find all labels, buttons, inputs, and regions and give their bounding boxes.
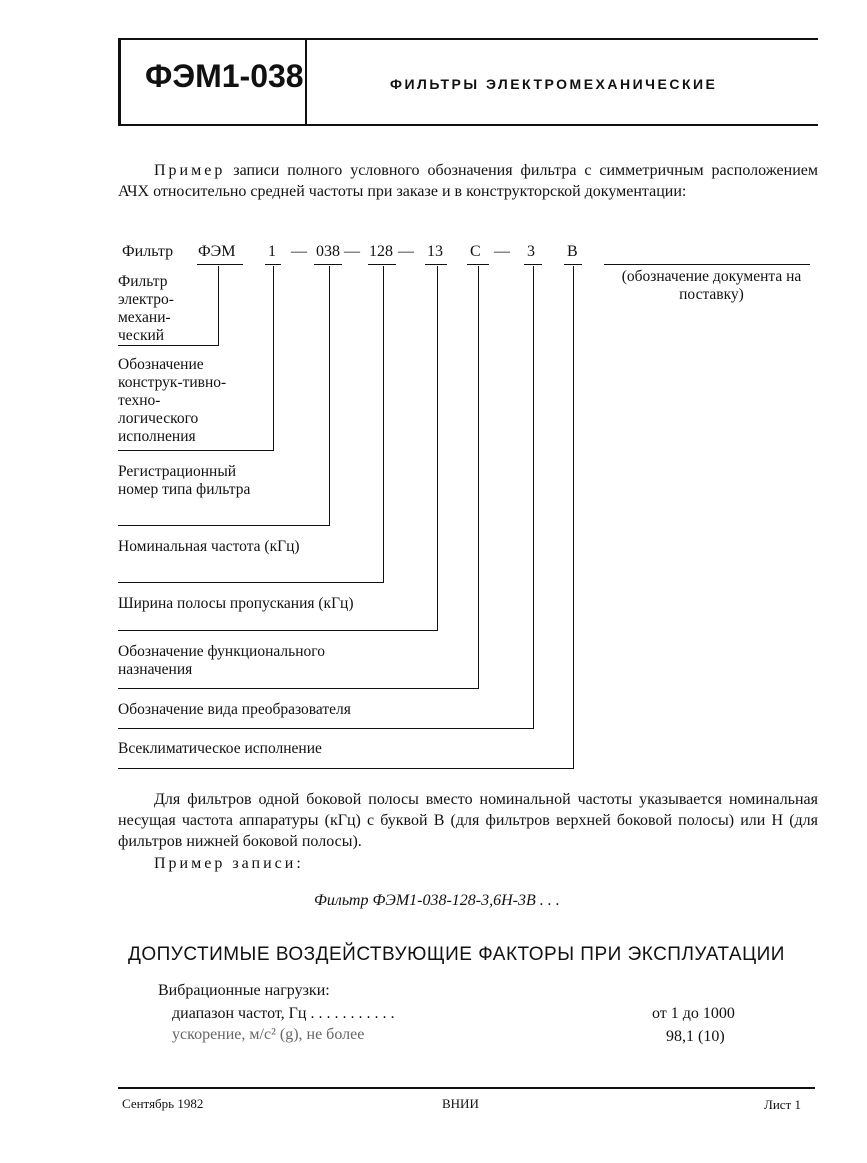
label-filter-type: Фильтр электро-механи-ческий [118, 273, 174, 344]
header-title: ФИЛЬТРЫ ЭЛЕКТРОМЕХАНИЧЕСКИЕ [390, 76, 718, 92]
part-038: 038 [316, 243, 340, 260]
part-fem: ФЭМ [198, 243, 236, 260]
section-title: ДОПУСТИМЫЕ ВОЗДЕЙСТВУЮЩИЕ ФАКТОРЫ ПРИ ЭКСПЛУАТАЦИИ [128, 944, 785, 965]
designation-prefix: Фильтр [122, 243, 174, 260]
dash: — [494, 243, 510, 260]
part-13: 13 [427, 243, 443, 260]
footer-date: Сентябрь 1982 [122, 1096, 204, 1111]
intro-lead: Пример [154, 162, 226, 179]
label-bandwidth: Ширина полосы пропускания (кГц) [118, 595, 354, 612]
intro-text: записи полного условного обозначения фильтра с симметричным расположением АЧХ относительно средней частоты при заказе и в конструкторской документации: [118, 162, 818, 200]
part-1: 1 [268, 243, 276, 260]
freq-range-value: от 1 до 1000 [652, 1005, 735, 1022]
acceleration-label: ускорение, м/с² (g), не более [172, 1026, 365, 1043]
footer-org: ВНИИ [442, 1096, 479, 1111]
label-registration-number: Регистрационный номер типа фильтра [118, 463, 251, 498]
product-code: ФЭМ1-038 [145, 58, 304, 94]
dash: — [291, 243, 307, 260]
label-function: Обозначение функционального назначения [118, 643, 325, 678]
label-transducer: Обозначение вида преобразователя [118, 701, 351, 718]
document-note: (обозначение документа на поставку) [621, 268, 802, 303]
label-design-version: Обозначение конструк-тивно-техно-логического исполнения [118, 356, 227, 445]
dash: — [398, 243, 414, 260]
example-label: Пример записи: [154, 855, 304, 872]
part-c: С [470, 243, 481, 260]
label-climate: Всеклиматическое исполнение [118, 740, 322, 757]
part-b: В [567, 243, 578, 260]
freq-range-label: диапазон частот, Гц . . . . . . . . . . . [172, 1005, 395, 1022]
intro-paragraph [118, 160, 818, 202]
vibration-heading: Вибрационные нагрузки: [158, 982, 330, 999]
example-designation: Фильтр ФЭМ1-038-128-3,6Н-3В . . . [314, 892, 560, 909]
ssb-paragraph: Для фильтров одной боковой полосы вместо номинальной частоты указывается номинальная несущая частота аппаратуры (кГц) с буквой В (для фильтров верхней боковой полосы) или Н (для фильтров нижней боковой полосы). [118, 791, 818, 850]
acceleration-value: 98,1 (10) [666, 1028, 725, 1045]
dash: — [344, 243, 360, 260]
part-3: 3 [527, 243, 535, 260]
part-128: 128 [369, 243, 393, 260]
footer-sheet: Лист 1 [764, 1097, 801, 1112]
label-nominal-frequency: Номинальная частота (кГц) [118, 538, 300, 555]
